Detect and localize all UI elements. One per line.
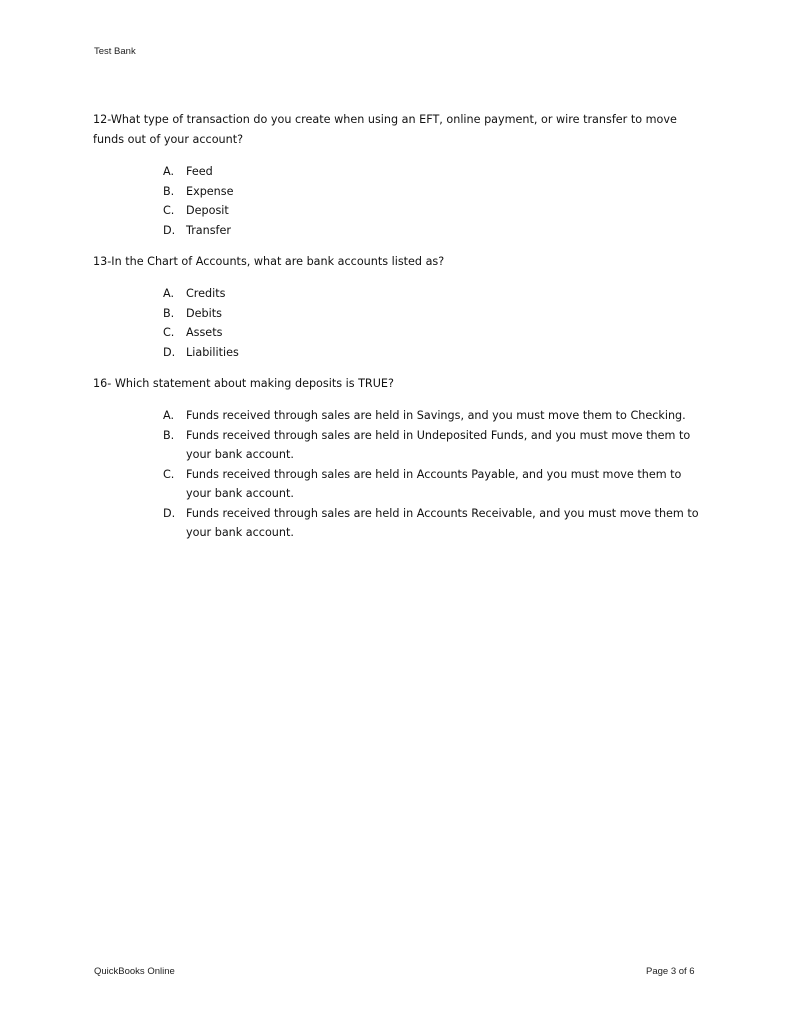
option-text: Feed (186, 165, 213, 178)
option-letter: B. (163, 184, 175, 198)
question-12 (93, 110, 703, 240)
option-text: Funds received through sales are held in Accounts Receivable, and you must move them to your bank account. (186, 506, 699, 539)
option-a (93, 406, 703, 426)
page-header: Test Bank (94, 46, 136, 57)
page-number: Page 3 of 6 (646, 966, 695, 977)
option-c (93, 465, 703, 504)
question-text: 16- Which statement about making deposits is TRUE? (93, 377, 394, 390)
option-b (93, 182, 703, 202)
question-list (93, 110, 703, 555)
option-d (93, 221, 703, 241)
option-text: Funds received through sales are held in Savings, and you must move them to Checking. (186, 409, 686, 422)
option-letter: D. (163, 223, 176, 237)
option-letter: A. (163, 287, 175, 300)
option-text: Debits (186, 306, 222, 320)
option-c (93, 323, 703, 343)
option-a (93, 162, 703, 182)
option-text: Credits (186, 287, 226, 300)
option-letter: B. (163, 428, 175, 442)
answer-options (93, 284, 703, 362)
option-text: Funds received through sales are held in Undeposited Funds, and you must move them to your bank account. (186, 428, 691, 461)
option-text: Assets (186, 326, 223, 339)
option-c (93, 201, 703, 221)
option-letter: C. (163, 467, 175, 481)
option-b (93, 304, 703, 324)
option-text: Transfer (186, 223, 231, 237)
question-text: 12-What type of transaction do you create when using an EFT, online payment, or wire transfer to move funds out of your account? (93, 113, 677, 146)
option-text: Liabilities (186, 345, 239, 359)
question-13 (93, 252, 703, 362)
option-letter: A. (163, 409, 175, 422)
option-b (93, 426, 703, 465)
option-text: Expense (186, 184, 234, 198)
option-letter: C. (163, 204, 175, 217)
option-letter: D. (163, 345, 176, 359)
option-text: Funds received through sales are held in Accounts Payable, and you must move them to your bank account. (186, 467, 682, 500)
option-letter: D. (163, 506, 176, 520)
answer-options (93, 162, 703, 240)
question-16 (93, 374, 703, 543)
question-text: 13-In the Chart of Accounts, what are bank accounts listed as? (93, 255, 445, 268)
footer-title: QuickBooks Online (94, 966, 175, 977)
option-d (93, 504, 703, 543)
answer-options (93, 406, 703, 543)
option-letter: B. (163, 306, 175, 320)
option-d (93, 343, 703, 363)
option-text: Deposit (186, 204, 229, 217)
option-letter: C. (163, 326, 175, 339)
option-letter: A. (163, 165, 175, 178)
option-a (93, 284, 703, 304)
